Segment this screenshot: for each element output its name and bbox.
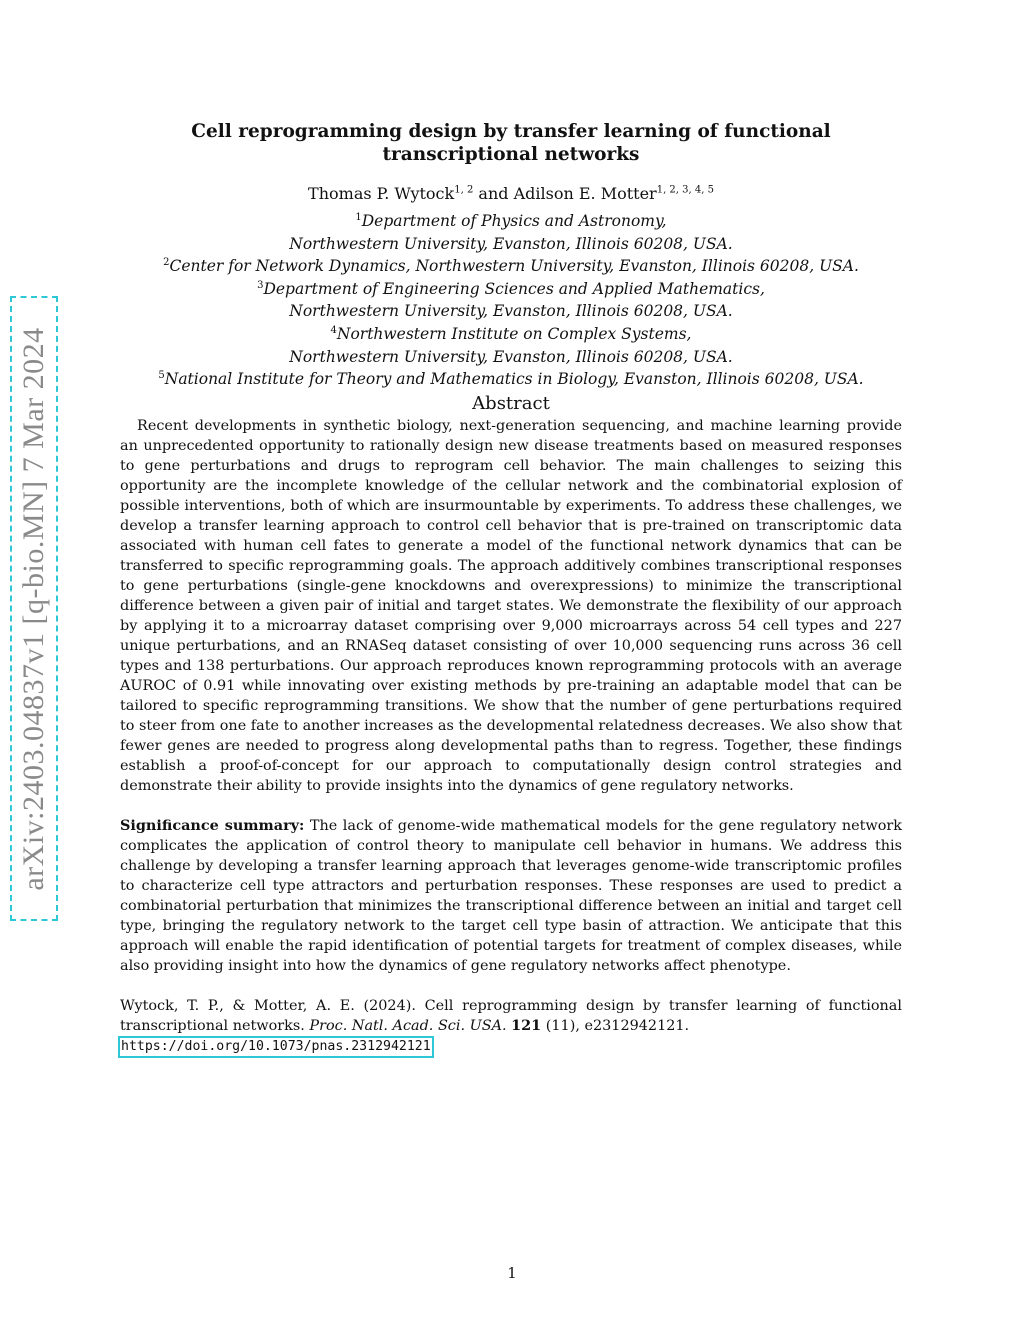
citation-issue: (11), e2312942121. xyxy=(545,1017,690,1034)
affiliation-line xyxy=(120,278,902,301)
page-number: 1 xyxy=(507,1264,517,1282)
affiliation-marker: 5 xyxy=(158,370,165,381)
doi-link[interactable]: https://doi.org/10.1073/pnas.2312942121 xyxy=(121,1038,431,1054)
abstract-text: Recent developments in synthetic biology, next-generation sequencing, and machine learning provide an unprecedented opportunity to rationally design new disease treatments based on measured responses to gene perturbations and drugs to reprogram cell behavior. The main challenges to seizing this opportunity are the incomplete knowledge of the cellular network and the combinatorial explosion of possible interventions, both of which are insurmountable by experiments. To address these challenges, we develop a transfer learning approach to control cell behavior that is pre-trained on transcriptomic data associated with human cell fates to generate a model of the functional network dynamics that can be transferred to specific reprogramming goals. The approach additively combines transcriptional responses to gene perturbations (single-gene knockdowns and overexpressions) to minimize the transcriptional difference between a given pair of initial and target states. We demonstrate the flexibility of our approach by applying it to a microarray dataset comprising over 9,000 microarrays across 54 cell types and 227 unique perturbations, and an RNASeq dataset consisting of over 10,000 sequencing runs across 36 cell types and 138 perturbations. Our approach reproduces known reprogramming protocols with an average AUROC of 0.91 while innovating over existing methods by pre-training an adaptable model that can be tailored to specific reprogramming transitions. We show that the number of gene perturbations required to steer from one fate to another increases as the developmental relatedness decreases. We also show that fewer genes are needed to progress along developmental paths than to regress. Together, these findings establish a proof-of-concept for our approach to computationally design control strategies and demonstrate their ability to provide insights into the dynamics of gene regulatory networks. xyxy=(120,417,902,794)
significance-summary xyxy=(120,816,902,976)
author-affiliation-marker: 1, 2, 3, 4, 5 xyxy=(656,184,714,196)
author-conjunction: and xyxy=(478,184,509,203)
affiliation-line xyxy=(120,210,902,233)
affiliation-text: Department of Physics and Astronomy, xyxy=(361,212,667,230)
arxiv-identifier: arXiv:2403.04837v1 [q-bio.MN] 7 Mar 2024 xyxy=(17,326,50,891)
affiliation-line xyxy=(120,323,902,346)
affiliation-marker: 1 xyxy=(355,211,362,223)
significance-label: Significance summary: xyxy=(120,816,305,834)
affiliation-text: National Institute for Theory and Mathematics in Biology, Evanston, Illinois 60208, USA. xyxy=(164,370,864,389)
affiliation-line xyxy=(120,368,902,391)
arxiv-side-stamp[interactable] xyxy=(10,296,58,921)
affiliation-text: Northwestern Institute on Complex Systems, xyxy=(336,324,692,343)
affiliation-line: Northwestern University, Evanston, Illinois 60208, USA. xyxy=(289,347,733,366)
paper-content xyxy=(120,120,902,1056)
citation-journal: Proc. Natl. Acad. Sci. USA. xyxy=(309,1017,507,1034)
affiliation-marker: 2 xyxy=(163,257,170,269)
paper-title: Cell reprogramming design by transfer learning of functional transcriptional networks xyxy=(191,121,831,165)
author-name: Adilson E. Motter xyxy=(513,184,657,203)
abstract-heading: Abstract xyxy=(472,392,550,414)
affiliation-text: Department of Engineering Sciences and Applied Mathematics, xyxy=(263,279,765,298)
citation-text: Wytock, T. P., & Motter, A. E. (2024). Cell reprogramming design by transfer learning of functional transcriptional networks. xyxy=(120,997,902,1034)
affiliation-list xyxy=(120,210,902,391)
affiliation-marker: 4 xyxy=(330,324,337,336)
author-list xyxy=(120,184,902,204)
citation-volume: 121 xyxy=(511,1016,542,1034)
affiliation-line: Northwestern University, Evanston, Illinois 60208, USA. xyxy=(289,302,733,321)
affiliation-line: Northwestern University, Evanston, Illinois 60208, USA. xyxy=(289,234,733,253)
citation-block xyxy=(120,996,902,1056)
affiliation-marker: 3 xyxy=(257,279,264,291)
affiliation-line xyxy=(120,255,902,278)
author-affiliation-marker: 1, 2 xyxy=(454,184,474,196)
author-name: Thomas P. Wytock xyxy=(308,184,455,203)
significance-text: The lack of genome-wide mathematical models for the gene regulatory network complicates the application of control theory to manipulate cell behavior in humans. We address this challenge by developing a transfer learning approach that leverages genome-wide transcriptomic profiles to characterize cell type attractors and perturbation responses. These responses are used to predict a combinatorial perturbation that minimizes the transcriptional difference between an initial and target cell type, bringing the regulatory network to the target cell type basin of attraction. We anticipate that this approach will enable the rapid identification of potential targets for treatment of complex diseases, while also providing insight into how the dynamics of gene regulatory networks affect phenotype. xyxy=(120,817,903,974)
affiliation-text: Center for Network Dynamics, Northwestern University, Evanston, Illinois 60208, USA. xyxy=(169,257,859,276)
